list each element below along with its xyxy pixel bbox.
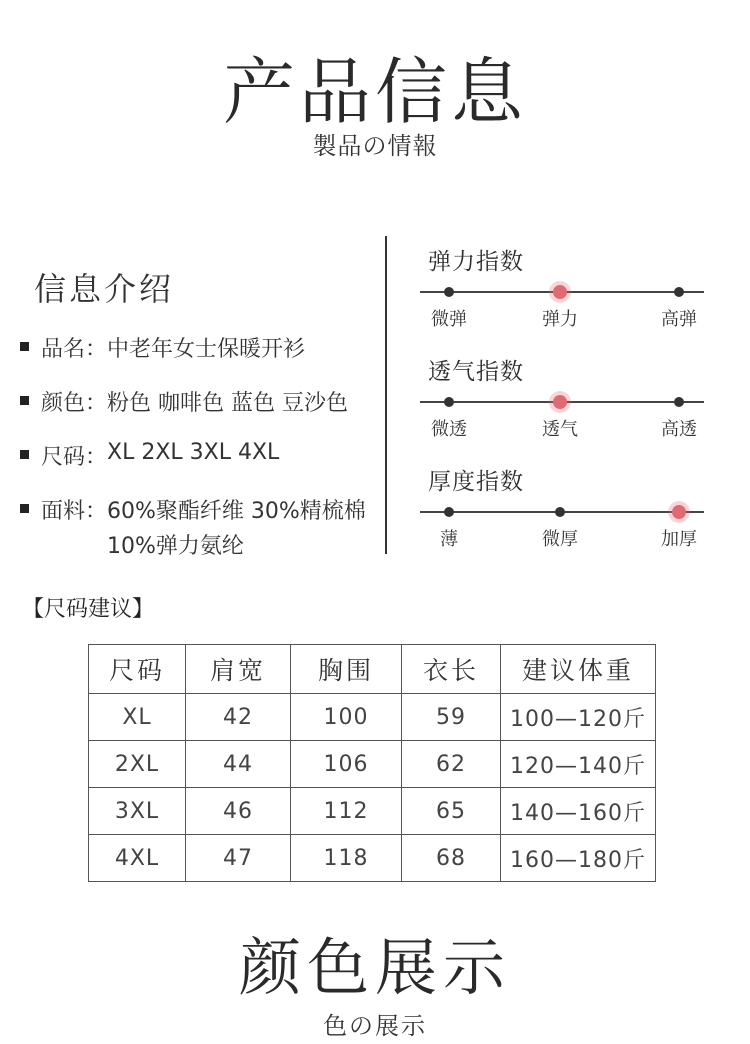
scale-marker-selected	[553, 285, 567, 299]
info-value-wrap	[107, 494, 366, 560]
size-table	[88, 644, 656, 882]
table-cell: 62	[402, 741, 501, 788]
vertical-divider	[385, 236, 387, 554]
scale-title: 透气指数	[428, 359, 524, 385]
scale-marker	[444, 507, 454, 517]
info-row-size	[20, 440, 279, 471]
info-value: 中老年女士保暖开衫	[107, 337, 306, 362]
info-value: 60%聚酯纤维 30%精梳棉	[107, 499, 366, 524]
scale-marker	[674, 397, 684, 407]
color-section-title: 颜色展示	[238, 931, 511, 1004]
table-cell: 4XL	[89, 835, 186, 882]
bullet-icon	[20, 342, 29, 351]
table-cell: 120—140斤	[501, 741, 656, 788]
table-cell: 46	[186, 788, 291, 835]
info-label: 品名：	[41, 337, 108, 362]
info-heading: 信息介绍	[34, 270, 175, 308]
scale-marker	[674, 287, 684, 297]
scale-label: 加厚	[661, 529, 697, 550]
scale-marker-selected	[553, 395, 567, 409]
info-label: 尺码：	[41, 445, 108, 470]
bullet-icon	[20, 450, 29, 459]
scale-label: 高透	[661, 419, 697, 440]
table-cell: 160—180斤	[501, 835, 656, 882]
info-value-line2: 10%弹力氨纶	[107, 534, 244, 559]
table-header-row	[89, 645, 656, 694]
scale-marker	[444, 397, 454, 407]
table-cell: 44	[186, 741, 291, 788]
scale-label: 透气	[542, 419, 578, 440]
info-row-name	[20, 332, 305, 363]
table-cell: 47	[186, 835, 291, 882]
scale-marker	[555, 507, 565, 517]
info-row-fabric	[20, 494, 366, 560]
info-label: 面料：	[41, 499, 108, 524]
scale-label: 微厚	[542, 529, 578, 550]
table-cell: 65	[402, 788, 501, 835]
scale-label: 微透	[431, 419, 467, 440]
table-row	[89, 741, 656, 788]
table-cell: 100	[291, 694, 402, 741]
table-cell: 2XL	[89, 741, 186, 788]
scale-label: 高弹	[661, 309, 697, 330]
table-cell: 140—160斤	[501, 788, 656, 835]
bullet-icon	[20, 504, 29, 513]
scale-label: 弹力	[542, 309, 578, 330]
header-weight: 建议体重	[501, 645, 656, 694]
header-size: 尺码	[89, 645, 186, 694]
header-length: 衣长	[402, 645, 501, 694]
table-row	[89, 694, 656, 741]
page-subtitle: 製品の情報	[312, 132, 438, 160]
table-cell: 3XL	[89, 788, 186, 835]
info-label: 颜色：	[41, 391, 108, 416]
table-cell: 106	[291, 741, 402, 788]
bullet-icon	[20, 396, 29, 405]
table-cell: 100—120斤	[501, 694, 656, 741]
table-cell: 59	[402, 694, 501, 741]
info-value: 粉色 咖啡色 蓝色 豆沙色	[107, 391, 348, 416]
header-shoulder: 肩宽	[186, 645, 291, 694]
scale-marker-selected	[672, 505, 686, 519]
page-title: 产品信息	[222, 50, 527, 134]
scale-title: 厚度指数	[428, 469, 524, 495]
info-value: XL 2XL 3XL 4XL	[107, 440, 280, 465]
header-chest: 胸围	[291, 645, 402, 694]
table-cell: XL	[89, 694, 186, 741]
scale-label: 微弹	[431, 309, 467, 330]
table-row	[89, 788, 656, 835]
info-row-color	[20, 386, 348, 417]
scale-title: 弹力指数	[428, 249, 524, 275]
table-cell: 112	[291, 788, 402, 835]
table-cell: 118	[291, 835, 402, 882]
table-cell: 42	[186, 694, 291, 741]
size-heading: 【尺码建议】	[22, 597, 155, 622]
color-section-subtitle: 色の展示	[323, 1012, 427, 1040]
scale-label: 薄	[440, 529, 458, 550]
table-cell: 68	[402, 835, 501, 882]
table-row	[89, 835, 656, 882]
scale-marker	[444, 287, 454, 297]
